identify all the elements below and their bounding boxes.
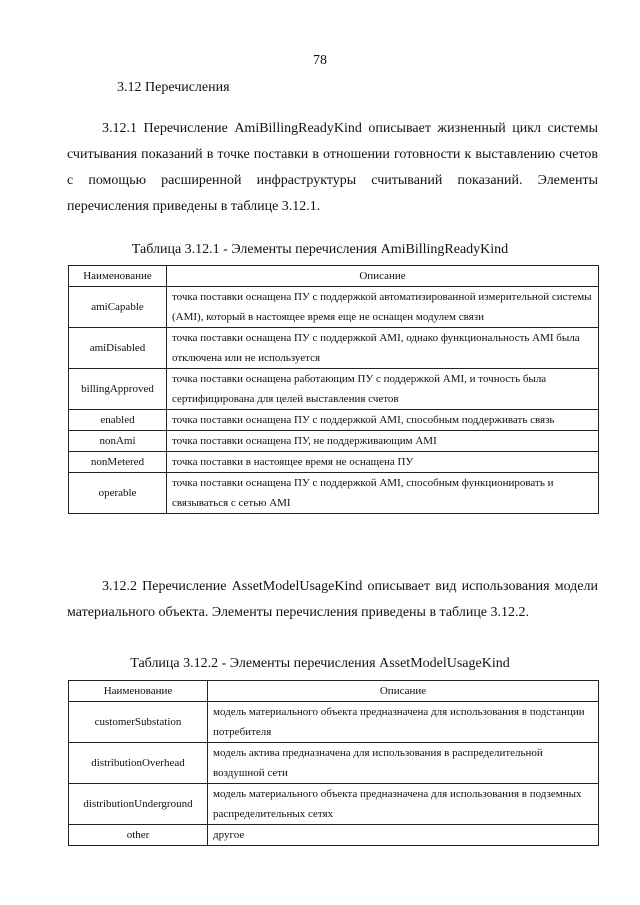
table-row xyxy=(69,369,599,410)
table-row xyxy=(69,287,599,328)
cell-name: operable xyxy=(69,473,167,514)
table2-caption: Таблица 3.12.2 - Элементы перечисления AssetModelUsageKind xyxy=(130,656,510,671)
table-header-row xyxy=(69,681,599,702)
cell-name: amiDisabled xyxy=(69,328,167,369)
table-row xyxy=(69,702,599,743)
page-number: 78 xyxy=(313,53,327,68)
table1-caption: Таблица 3.12.1 - Элементы перечисления AmiBillingReadyKind xyxy=(131,242,509,257)
cell-name: nonAmi xyxy=(69,431,167,452)
column-header-description: Описание xyxy=(167,266,599,287)
table-row xyxy=(69,452,599,473)
table-ami-billing-ready-kind xyxy=(68,265,599,514)
paragraph-asset-model: 3.12.2 Перечисление AssetModelUsageKind описывает вид использования модели материального объекта. Элементы перечисления приведены в таблице 3.12.2. xyxy=(67,579,598,620)
cell-name: distributionOverhead xyxy=(69,743,208,784)
paragraph-intro: 3.12.1 Перечисление AmiBillingReadyKind описывает жизненный цикл системы считывания показаний в точке поставки в отношении готовности к выставлению счетов с помощью расширенной инфраструктуры считываний показаний. Элементы перечисления приведены в таблице 3.12.1. xyxy=(67,121,598,214)
cell-name: amiCapable xyxy=(69,287,167,328)
cell-description: точка поставки оснащена ПУ с поддержкой автоматизированной измерительной системы (AMI), который в настоящее время еще не оснащен модулем связи xyxy=(167,287,599,328)
cell-name: enabled xyxy=(69,410,167,431)
cell-description: модель актива предназначена для использования в распределительной воздушной сети xyxy=(208,743,599,784)
cell-name: other xyxy=(69,825,208,846)
cell-name: customerSubstation xyxy=(69,702,208,743)
cell-description: точка поставки оснащена ПУ с поддержкой AMI, способным функционировать и связываться с сетью AMI xyxy=(167,473,599,514)
table-row xyxy=(69,328,599,369)
column-header-name: Наименование xyxy=(69,681,208,702)
cell-description: точка поставки оснащена ПУ с поддержкой AMI, способным поддерживать связь xyxy=(167,410,599,431)
table-asset-model-usage-kind xyxy=(68,680,599,846)
cell-description: точка поставки в настоящее время не оснащена ПУ xyxy=(167,452,599,473)
cell-description: модель материального объекта предназначена для использования в подстанции потребителя xyxy=(208,702,599,743)
table-row xyxy=(69,784,599,825)
table-row xyxy=(69,825,599,846)
cell-description: модель материального объекта предназначена для использования в подземных распределительных сетях xyxy=(208,784,599,825)
column-header-description: Описание xyxy=(208,681,599,702)
cell-description: точка поставки оснащена работающим ПУ с поддержкой AMI, и точность была сертифицирована для целей выставления счетов xyxy=(167,369,599,410)
cell-name: billingApproved xyxy=(69,369,167,410)
table-row xyxy=(69,431,599,452)
cell-description: точка поставки оснащена ПУ, не поддерживающим AMI xyxy=(167,431,599,452)
table-row xyxy=(69,473,599,514)
table-row xyxy=(69,743,599,784)
cell-name: nonMetered xyxy=(69,452,167,473)
cell-description: другое xyxy=(208,825,599,846)
cell-name: distributionUnderground xyxy=(69,784,208,825)
table1-body xyxy=(69,287,599,514)
table-row xyxy=(69,410,599,431)
table2-body xyxy=(69,702,599,846)
table-header-row xyxy=(69,266,599,287)
column-header-name: Наименование xyxy=(69,266,167,287)
cell-description: точка поставки оснащена ПУ с поддержкой AMI, однако функциональность AMI была отключена или не используется xyxy=(167,328,599,369)
section-heading: 3.12 Перечисления xyxy=(117,80,230,95)
